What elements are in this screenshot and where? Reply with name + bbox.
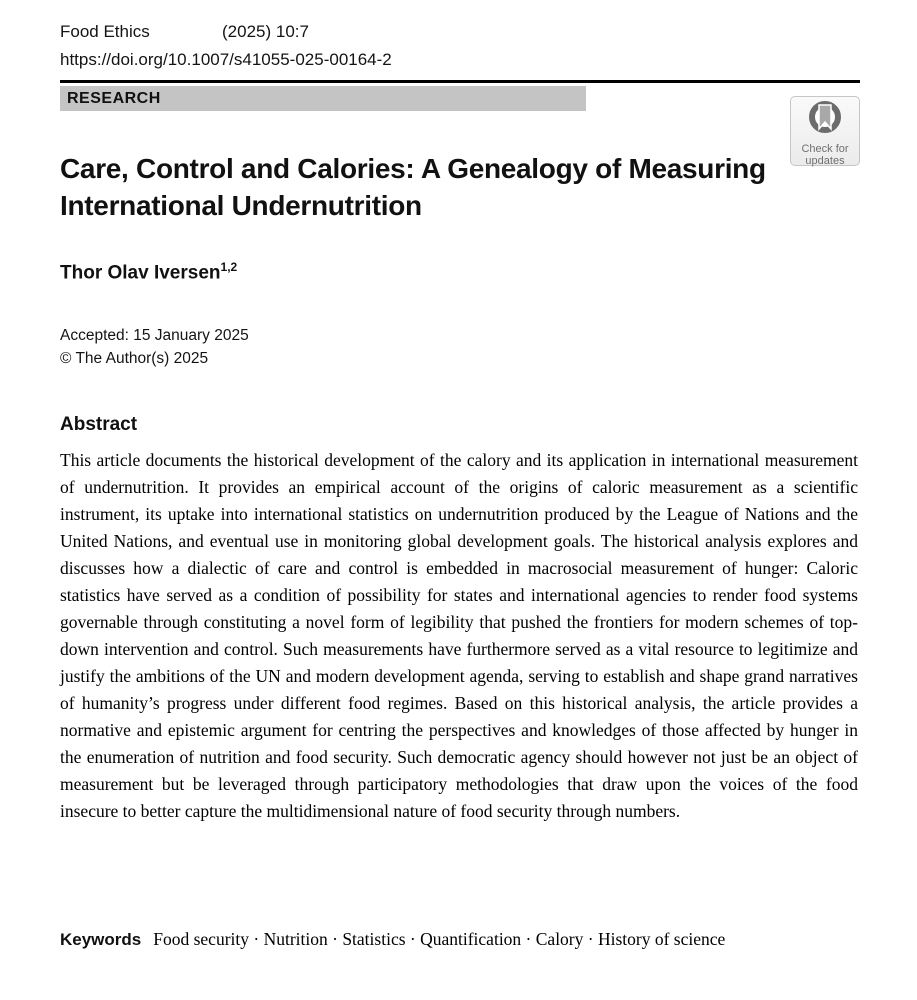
doi-link[interactable]: https://doi.org/10.1007/s41055-025-00164-2	[60, 50, 392, 69]
article-meta	[60, 324, 249, 370]
badge-text-line2: updates	[805, 155, 845, 167]
journal-header	[60, 18, 392, 74]
journal-citation-line	[60, 18, 392, 46]
journal-citation: (2025) 10:7	[222, 22, 309, 41]
keywords-list: Food security · Nutrition · Statistics · Quantification · Calory · History of science	[153, 929, 726, 949]
keywords-label: Keywords	[60, 930, 142, 949]
journal-name: Food Ethics	[60, 22, 150, 41]
header-rule	[60, 80, 860, 83]
accepted-date: Accepted: 15 January 2025	[60, 327, 249, 344]
article-title-line1: Care, Control and Calories: A Genealogy of Measuring	[60, 153, 766, 184]
author-name: Thor Olav Iversen	[60, 262, 221, 284]
article-title-line2: International Undernutrition	[60, 190, 422, 221]
bookmark-circle-icon	[805, 100, 845, 143]
author-affiliation-superscript: 1,2	[220, 260, 238, 274]
abstract-text: This article documents the historical development of the calory and its application in international measurement of undernutrition. It provides an empirical account of the origins of caloric measurement as a scientific instrument, its uptake into international statistics on undernutrition produced by the League of Nations and the United Nations, and eventual use in monitoring global development goals. The historical analysis explores and discusses how a dialectic of care and control is embedded in macrosocial measurement of hunger: Caloric statistics have served as a condition of possibility for states and international agencies to render food systems governable through constituting a novel form of legibility that pushed the frontiers for modern schemes of top-down intervention and control. Such measurements have furthermore served as a vital resource to legitimize and justify the ambitions of the UN and modern development agenda, serving to establish and shape grand narratives of humanity’s progress under different food regimes. Based on this historical analysis, the article provides a normative and epistemic argument for centring the perspectives and knowledges of those affected by hunger in the enumeration of nutrition and food security. Such democratic agency should however not just be an object of measurement but be leveraged through participatory methodologies that draw upon the voices of the food insecure to better capture the multidimensional nature of food security through numbers.	[60, 450, 858, 821]
author-line	[60, 260, 237, 284]
article-title	[60, 150, 840, 224]
copyright-notice: © The Author(s) 2025	[60, 350, 209, 367]
section-label: RESEARCH	[67, 89, 161, 107]
abstract-heading: Abstract	[60, 414, 138, 435]
badge-text-line1: Check for	[801, 143, 849, 155]
research-banner	[60, 86, 586, 111]
keywords-block	[60, 926, 850, 953]
